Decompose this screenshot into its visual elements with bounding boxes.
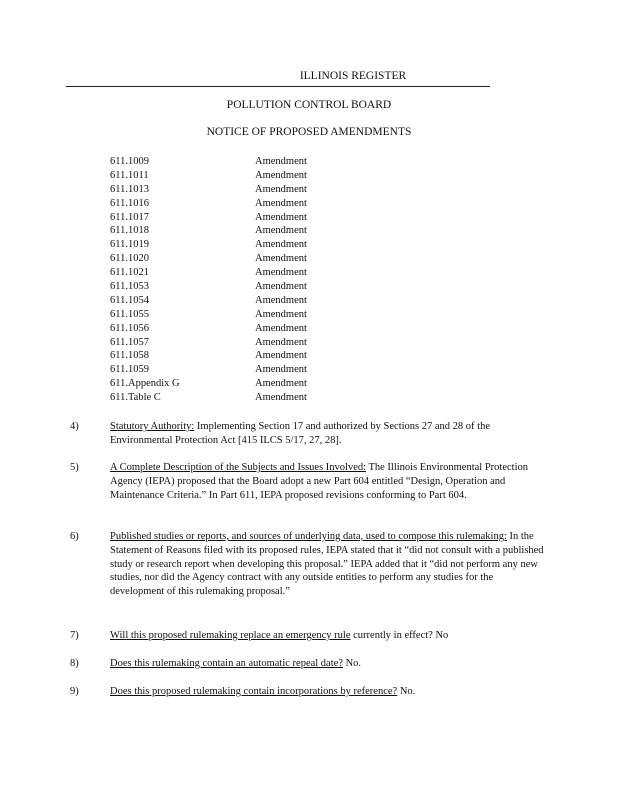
amendment-row <box>110 183 307 197</box>
amendment-action: Amendment <box>255 169 307 181</box>
amendment-action: Amendment <box>255 281 307 293</box>
amendment-action: Amendment <box>255 183 307 195</box>
amendment-action: Amendment <box>255 294 307 306</box>
amendment-row <box>110 363 307 377</box>
amendment-row <box>110 280 307 294</box>
notice-title: NOTICE OF PROPOSED AMENDMENTS <box>206 126 412 138</box>
item-text: The Illinois Environmental Protection Agency (IEPA) proposed that the Board adopt a new Part 604 entitled “Design, Operation and Maintenance Criteria.” In Part 611, IEPA proposed revisions conforming to Part 604. <box>110 462 528 501</box>
amendment-row <box>110 252 307 266</box>
amendment-row <box>110 391 307 405</box>
amendment-action: Amendment <box>255 322 307 334</box>
item-heading: Does this rulemaking contain an automatic repeal date? <box>110 658 343 669</box>
amendment-section: 611.1056 <box>110 322 149 334</box>
amendment-action: Amendment <box>255 308 307 320</box>
register-title: ILLINOIS REGISTER <box>299 70 407 82</box>
item-text: In the Statement of Reasons filed with its proposed rules, IEPA stated that it “did not consult with a published study or research report when developing this proposal.” IEPA added that it “did not perform any new studies, nor did the Agency contract with any outside entities to perform any studies for the development of this rulemaking proposal.” <box>110 531 544 598</box>
item-heading: Statutory Authority: <box>110 421 195 432</box>
amendment-section: 611.1021 <box>110 267 149 279</box>
item-number: 4) <box>70 421 79 432</box>
amendment-row <box>110 349 307 363</box>
item-text: No. <box>342 658 362 669</box>
amendment-section: 611.1018 <box>110 225 149 237</box>
amendment-action: Amendment <box>255 364 307 376</box>
amendment-section: 611.1017 <box>110 211 149 223</box>
amendment-action: Amendment <box>255 336 307 348</box>
amendment-row <box>110 336 307 350</box>
item-text: Implementing Section 17 and authorized by Sections 27 and 28 of the Environmental Protection Act [415 ILCS 5/17, 27, 28]. <box>110 421 490 446</box>
item-heading: A Complete Description of the Subjects and Issues Involved: <box>110 462 367 473</box>
amendment-row <box>110 308 307 322</box>
amendment-section: 611.Appendix G <box>110 378 180 390</box>
amendment-section: 611.1058 <box>110 350 149 362</box>
amendment-action: Amendment <box>255 211 307 223</box>
amendment-section: 611.1054 <box>110 294 149 306</box>
amendment-action: Amendment <box>255 267 307 279</box>
amendment-section: 611.1009 <box>110 156 149 167</box>
amendment-action: Amendment <box>255 239 307 251</box>
amendment-section: 611.1053 <box>110 281 149 293</box>
item-text: No. <box>397 686 416 697</box>
board-title: POLLUTION CONTROL BOARD <box>226 99 392 111</box>
item-number: 8) <box>70 658 79 669</box>
item-number: 7) <box>70 630 79 641</box>
amendment-row <box>110 266 307 280</box>
item-heading: Does this proposed rulemaking contain incorporations by reference? <box>110 686 398 697</box>
item-heading: Published studies or reports, and sources of underlying data, used to compose this rulemaking: <box>110 531 507 542</box>
amendment-action: Amendment <box>255 225 307 237</box>
amendment-section: 611.1016 <box>110 197 149 209</box>
amendment-row <box>110 238 307 252</box>
amendment-row <box>110 197 307 211</box>
item-number: 9) <box>70 686 79 697</box>
amendment-row <box>110 377 307 391</box>
amendment-section: 611.1013 <box>110 183 149 195</box>
amendments-table <box>110 155 307 405</box>
amendment-section: 611.1059 <box>110 364 149 376</box>
amendment-section: 611.Table C <box>110 392 161 404</box>
item-text: currently in effect? No <box>350 630 449 641</box>
amendment-section: 611.1011 <box>110 169 149 181</box>
amendment-row <box>110 224 307 238</box>
amendment-row <box>110 322 307 336</box>
amendment-action: Amendment <box>255 197 307 209</box>
amendment-row <box>110 211 307 225</box>
amendment-action: Amendment <box>255 253 307 265</box>
amendment-action: Amendment <box>255 392 307 404</box>
amendment-section: 611.1057 <box>110 336 149 348</box>
header-rule <box>66 86 490 87</box>
item-heading: Will this proposed rulemaking replace an emergency rule <box>110 630 351 641</box>
amendment-section: 611.1020 <box>110 253 149 265</box>
amendment-row <box>110 294 307 308</box>
amendment-action: Amendment <box>255 156 307 167</box>
item-number: 5) <box>70 462 79 473</box>
amendment-section: 611.1019 <box>110 239 149 251</box>
item-number: 6) <box>70 531 79 542</box>
amendment-action: Amendment <box>255 378 307 390</box>
amendment-section: 611.1055 <box>110 308 149 320</box>
amendment-row <box>110 155 307 169</box>
amendment-row <box>110 169 307 183</box>
amendment-action: Amendment <box>255 350 307 362</box>
